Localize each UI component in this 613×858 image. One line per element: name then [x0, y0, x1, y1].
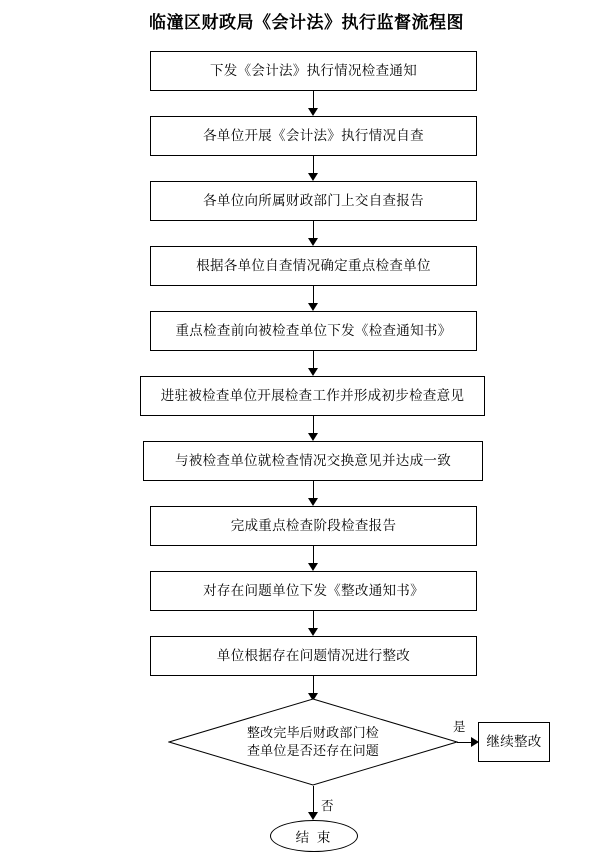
end-node-label: 结 束	[295, 830, 333, 845]
decision-node	[168, 698, 458, 786]
process-step-4-label: 根据各单位自查情况确定重点检查单位	[196, 257, 431, 273]
process-step-6-label: 进驻被检查单位开展检查工作并形成初步检查意见	[160, 387, 465, 403]
process-step-3	[150, 181, 477, 221]
process-step-1-label: 下发《会计法》执行情况检查通知	[210, 62, 417, 78]
arrowhead-6-7	[308, 433, 318, 441]
process-step-3-label: 各单位向所属财政部门上交自查报告	[203, 192, 424, 208]
process-step-10-label: 单位根据存在问题情况进行整改	[216, 647, 411, 663]
process-step-9-label: 对存在问题单位下发《整改通知书》	[203, 582, 424, 598]
arrowhead-3-4	[308, 238, 318, 246]
decision-label	[168, 698, 458, 786]
arrowhead-9-10	[308, 628, 318, 636]
process-step-4	[150, 246, 477, 286]
process-step-6	[140, 376, 485, 416]
process-step-2-label: 各单位开展《会计法》执行情况自查	[203, 127, 424, 143]
arrowhead-8-9	[308, 563, 318, 571]
arrowhead-4-5	[308, 303, 318, 311]
arrowhead-decision-no	[308, 812, 318, 820]
edge-label-yes: 是	[452, 717, 467, 735]
continue-rectify-node	[478, 722, 550, 762]
arrowhead-5-6	[308, 368, 318, 376]
decision-label-line2: 查单位是否还存在问题	[246, 743, 379, 758]
process-step-2	[150, 116, 477, 156]
edge-label-no: 否	[320, 796, 335, 814]
process-step-8	[150, 506, 477, 546]
arrowhead-1-2	[308, 108, 318, 116]
process-step-7-label: 与被检查单位就检查情况交换意见并达成一致	[175, 452, 451, 468]
process-step-9	[150, 571, 477, 611]
decision-label-line1: 整改完毕后财政部门检	[246, 725, 379, 741]
continue-rectify-label: 继续整改	[486, 733, 542, 749]
process-step-7	[143, 441, 483, 481]
process-step-5	[150, 311, 477, 351]
arrowhead-2-3	[308, 173, 318, 181]
arrowhead-7-8	[308, 498, 318, 506]
process-step-1	[150, 51, 477, 91]
end-node	[270, 820, 358, 852]
process-step-8-label: 完成重点检查阶段检查报告	[230, 517, 397, 533]
process-step-10	[150, 636, 477, 676]
process-step-5-label: 重点检查前向被检查单位下发《检查通知书》	[175, 322, 452, 338]
page-title: 临潼区财政局《会计法》执行监督流程图	[149, 13, 464, 32]
